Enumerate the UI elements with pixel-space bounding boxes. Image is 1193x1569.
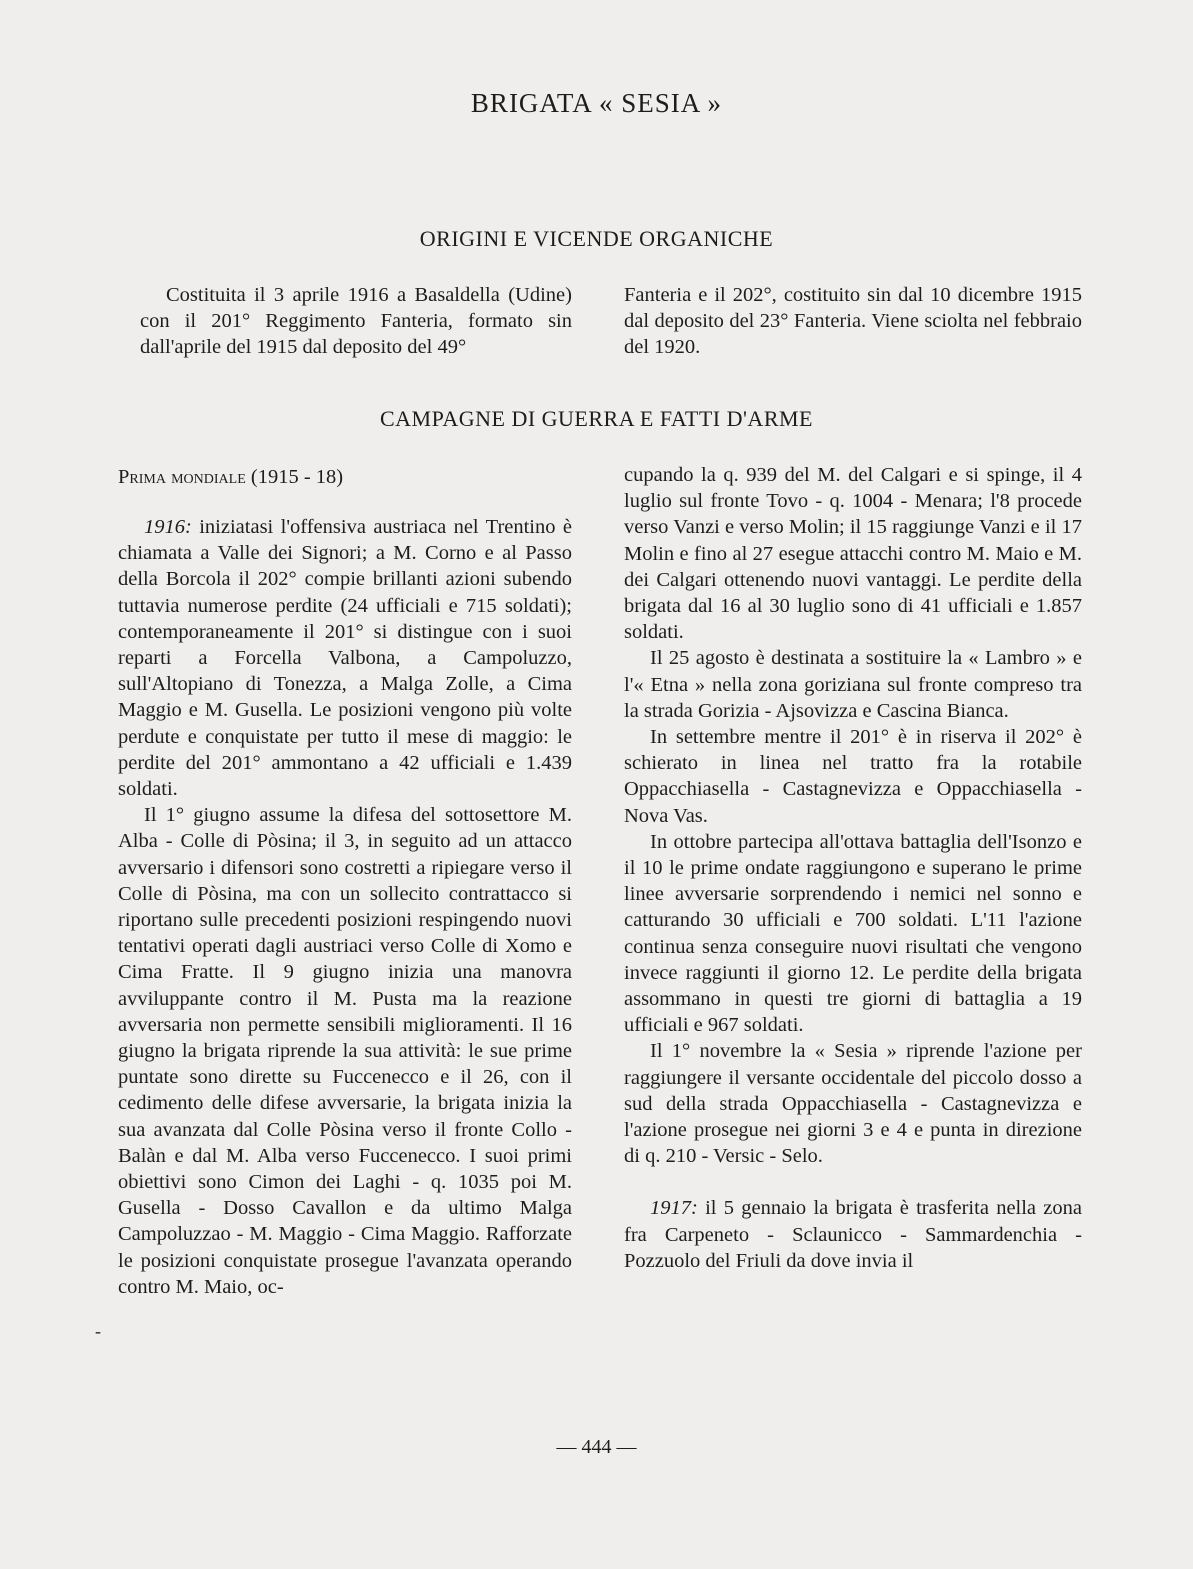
paragraph-1917	[624, 1195, 1082, 1274]
campaigns-left-column	[118, 514, 572, 1300]
paragraph-september: In settembre mentre il 201° è in riserva il 202° è schierato in linea nel tratto fra la rotabile Oppacchiasella - Castagnevizza e Oppacchiasella - Nova Vas.	[624, 726, 1082, 827]
section-heading-campaigns: CAMPAGNE DI GUERRA E FATTI D'ARME	[380, 406, 813, 431]
paragraph-october: In ottobre partecipa all'ottava battaglia dell'Isonzo e il 10 le prime ondate raggiungono e superano le prime linee avversarie sorprendendo i nemici nel sonno e catturando 30 ufficiali e 700 soldati. L'11 l'azione continua senza conseguire nuovi risultati che vengono invece raggiunti il giorno 12. Le perdite della brigata assommano in questi tre giorni di battaglia a 19 ufficiali e 967 soldati.	[624, 830, 1082, 1037]
origins-right-text: Fanteria e il 202°, costituito sin dal 10 dicembre 1915 dal deposito del 23° Fanteria. Viene sciolta nel febbraio del 1920.	[624, 284, 1082, 359]
paragraph-june: Il 1° giugno assume la difesa del sottosettore M. Alba - Colle di Pòsina; il 3, in seguito ad un attacco avversario i difensori sono costretti a ripiegare verso il Colle di Pòsina, ma con un sollecito contrattacco si riportano sulle precedenti posizioni respingendo nuovi tentativi operati dagli austriaci verso Colle di Xomo e Cima Fratte. Il 9 giugno inizia una manovra avviluppante contro il M. Pusta ma la reazione avversaria non permette sensibili miglioramenti. Il 16 giugno la brigata riprende la sua attività: le sue prime puntate sono dirette su Fuccenecco e il 26, con il cedimento delle difese avversarie, la brigata inizia la sua avanzata dal Colle Pòsina verso il fronte Collo - Balàn e dal M. Alba verso Fuccenecco. I suoi primi obiettivi sono Cimon dei Laghi - q. 1035 poi M. Gusella - Dosso Cavallon e da ultimo Malga Campoluzzao - M. Maggio - Cima Maggio. Rafforzate le posizioni conquistate prosegue l'avanzata operando contro M. Maio, oc-	[118, 804, 572, 1298]
campaigns-right-column	[624, 462, 1082, 1274]
page-number: — 444 —	[556, 1436, 637, 1458]
year-1917: 1917:	[650, 1197, 698, 1220]
origins-left-text: Costituita il 3 aprile 1916 a Basaldella (Udine) con il 201° Reggimento Fanteria, formato sin dall'aprile del 1915 dal deposito del 49°	[140, 284, 572, 359]
origins-left-column	[140, 282, 572, 361]
year-1916: 1916:	[144, 516, 192, 538]
page-title: BRIGATA « SESIA »	[470, 88, 723, 118]
paragraph-august: Il 25 agosto è destinata a sostituire la « Lambro » e l'« Etna » nella zona goriziana sul fronte compreso tra la strada Gorizia - Ajsovizza e Cascina Bianca.	[624, 647, 1082, 722]
paragraph-1917-text: il 5 gennaio la brigata è trasferita nella zona fra Carpeneto - Sclaunicco - Sammardenchia - Pozzuolo del Friuli da dove invia il	[624, 1197, 1082, 1272]
origins-right-column	[624, 282, 1082, 361]
paragraph-july: cupando la q. 939 del M. del Calgari e si spinge, il 4 luglio sul fronte Tovo - q. 1004 - Menara; l'8 procede verso Vanzi e verso Molin; il 15 raggiunge Vanzi e il 17 Molin e fino al 27 esegue attacchi contro M. Maio e M. dei Calgari ottenendo nuovi vantaggi. Le perdite della brigata dal 16 al 30 luglio sono di 41 ufficiali e 1.857 soldati.	[624, 464, 1082, 644]
subheading-war: Prima mondiale	[118, 466, 246, 488]
subheading	[118, 466, 343, 489]
margin-mark: -	[95, 1321, 101, 1341]
paragraph-november: Il 1° novembre la « Sesia » riprende l'azione per raggiungere il versante occidentale del piccolo dosso a sud della strada Oppacchiasella - Castagnevizza e l'azione prosegue nei giorni 3 e 4 e punta in direzione di q. 210 - Versic - Selo.	[624, 1040, 1082, 1168]
paragraph-1916	[118, 514, 572, 802]
paragraph-1916-text: iniziatasi l'offensiva austriaca nel Trentino è chiamata a Valle dei Signori; a M. Corno e al Passo della Borcola il 202° compie brillanti azioni subendo tuttavia numerose perdite (24 ufficiali e 715 soldati); contemporaneamente il 201° si distingue con i suoi reparti a Forcella Valbona, a Campoluzzo, sull'Altopiano di Tonezza, a Malga Zolle, a Cima Maggio e M. Gusella. Le posizioni vengono più volte perdute e conquistate per tutto il mese di maggio: le perdite del 201° ammontano a 42 ufficiali e 1.439 soldati.	[118, 516, 573, 801]
subheading-years: (1915 - 18)	[250, 466, 344, 488]
section-heading-origins: ORIGINI E VICENDE ORGANICHE	[419, 226, 774, 251]
